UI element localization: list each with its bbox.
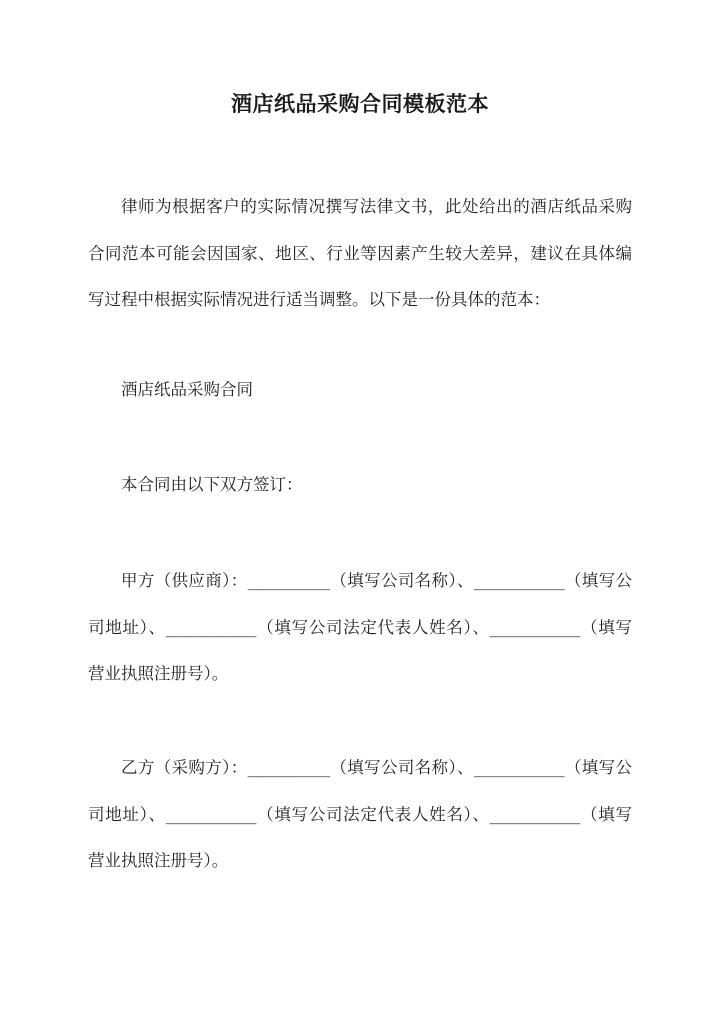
document-title: 酒店纸品采购合同模板范本 <box>231 91 489 116</box>
signing-statement: 本合同由以下双方签订： <box>121 475 303 494</box>
party-a-paragraph: 甲方（供应商）：__________（填写公司名称）、___________（填写公司地址）、___________（填写公司法定代表人姓名）、___________（填写营业执照注册号）。 <box>88 571 632 683</box>
intro-paragraph: 律师为根据客户的实际情况撰写法律文书，此处给出的酒店纸品采购合同范本可能会因国家、地区、行业等因素产生较大差异，建议在具体编写过程中根据实际情况进行适当调整。以下是一份具体的范本： <box>88 197 632 309</box>
party-b-paragraph: 乙方（采购方）：__________（填写公司名称）、___________（填写公司地址）、___________（填写公司法定代表人姓名）、___________（填写营业执照注册号）。 <box>88 758 632 870</box>
contract-heading: 酒店纸品采购合同 <box>121 380 253 399</box>
